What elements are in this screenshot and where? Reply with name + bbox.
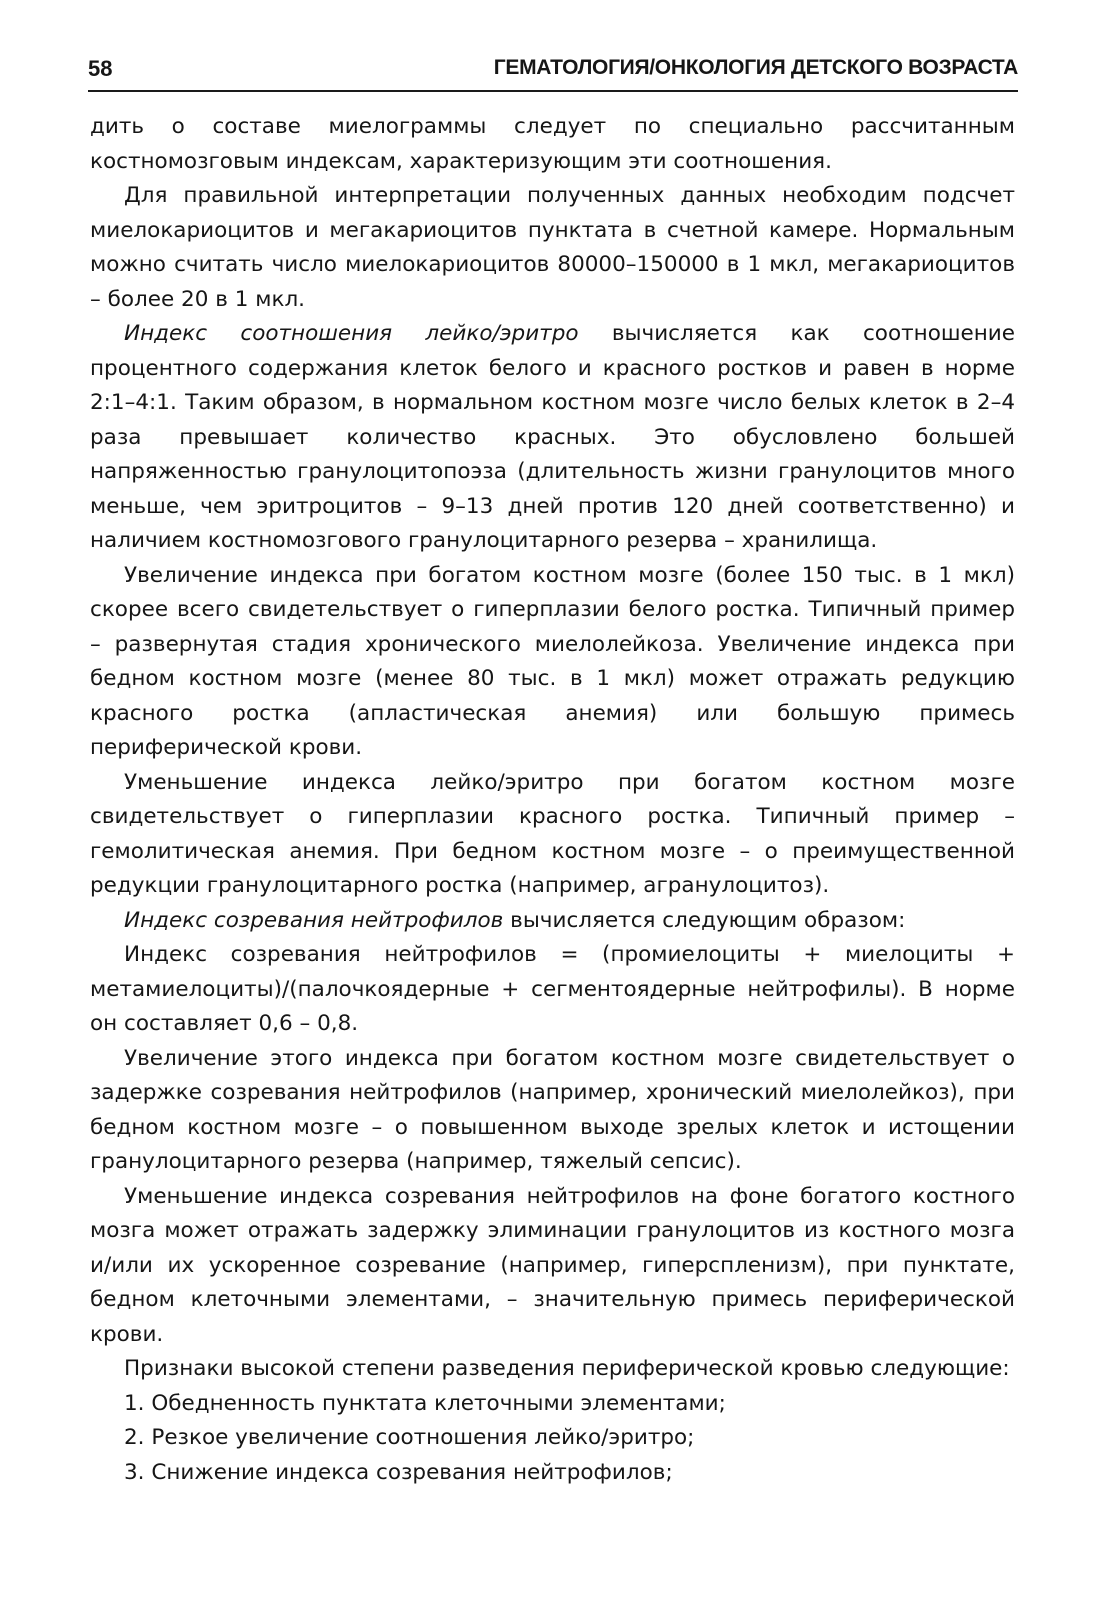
paragraph-maturation-index-intro [90,904,1015,939]
list-item: 3. Снижение индекса созревания нейтрофилов; [124,1459,673,1485]
page-body [90,110,1015,1490]
page-header [88,50,1018,92]
paragraph-maturation-formula: Индекс созревания нейтрофилов = (промиелоциты + миелоциты + метамиелоциты)/(палочкоядерные + сегментоядерные нейтрофилы). В норме он составляет 0,6 – 0,8. [90,942,1015,1036]
page-number: 58 [88,56,113,81]
paragraph-continued: дить о составе миелограммы следует по специально рассчитанным костномозговым индексам, характеризующим эти соотношения. [90,114,1015,174]
running-head: ГЕМАТОЛОГИЯ/ОНКОЛОГИЯ ДЕТСКОГО ВОЗРАСТА [493,56,1018,79]
paragraph-text: вычисляется как соотношение процентного содержания клеток белого и красного ростков и равен в норме 2:1–4:1. Таким образом, в нормальном костном мозге число белых клеток в 2–4 раза превышает количество красных. Это обусловлено большей напряженностью гранулоцитопоэза (длительность жизни гранулоцитов много меньше, чем эритроцитов – 9–13 дней против 120 дней соответственно) и наличием костномозгового гранулоцитарного резерва – хранилища. [90,321,1016,553]
term-neutrophil-maturation-index: Индекс созревания нейтрофилов [124,907,504,933]
paragraph-leuko-erythro-index [90,317,1015,559]
paragraph-dilution-signs: Признаки высокой степени разведения периферической кровью следующие: [124,1356,1010,1381]
paragraph-text: вычисляется следующим образом: [503,907,906,933]
term-leuko-erythro-index: Индекс соотношения лейко/эритро [124,321,579,346]
paragraph-maturation-decrease: Уменьшение индекса созревания нейтрофилов на фоне богатого костного мозга может отражать задержку элиминации гранулоцитов из костного мозга и/или их ускоренное созревание (например, гиперспленизм), при пунктате, бедном клеточными элементами, – значительную примесь периферической крови. [90,1183,1015,1347]
paragraph-index-increase: Увеличение индекса при богатом костном мозге (более 150 тыс. в 1 мкл) скорее всего свидетельствует о гиперплазии белого ростка. Типичный пример – развернутая стадия хронического миелолейкоза. Увеличение индекса при бедном костном мозге (менее 80 тыс. в 1 мкл) может отражать редукцию красного ростка (апластическая анемия) или большую примесь периферической крови. [90,562,1015,760]
list-item: 2. Резкое увеличение соотношения лейко/эритро; [124,1425,695,1450]
paragraph-maturation-increase: Увеличение этого индекса при богатом костном мозге свидетельствует о задержке созревания нейтрофилов (например, хронический миелолейкоз), при бедном костном мозге – о повышенном выходе зрелых клеток и истощении гранулоцитарного резерва (например, тяжелый сепсис). [90,1045,1015,1174]
paragraph-cell-count: Для правильной интерпретации полученных данных необходим подсчет миелокариоцитов и мегакариоцитов пунктата в счетной камере. Нормальным можно считать число миелокариоцитов 80000–150000 в 1 мкл, мегакариоцитов – более 20 в 1 мкл. [90,183,1015,312]
paragraph-index-decrease: Уменьшение индекса лейко/эритро при богатом костном мозге свидетельствует о гиперплазии красного ростка. Типичный пример – гемолитическая анемия. При бедном костном мозге – о преимущественной редукции гранулоцитарного ростка (например, агранулоцитоз). [90,769,1015,898]
dilution-signs-list [90,1387,1015,1491]
list-item: 1. Обедненность пунктата клеточными элементами; [124,1390,726,1416]
